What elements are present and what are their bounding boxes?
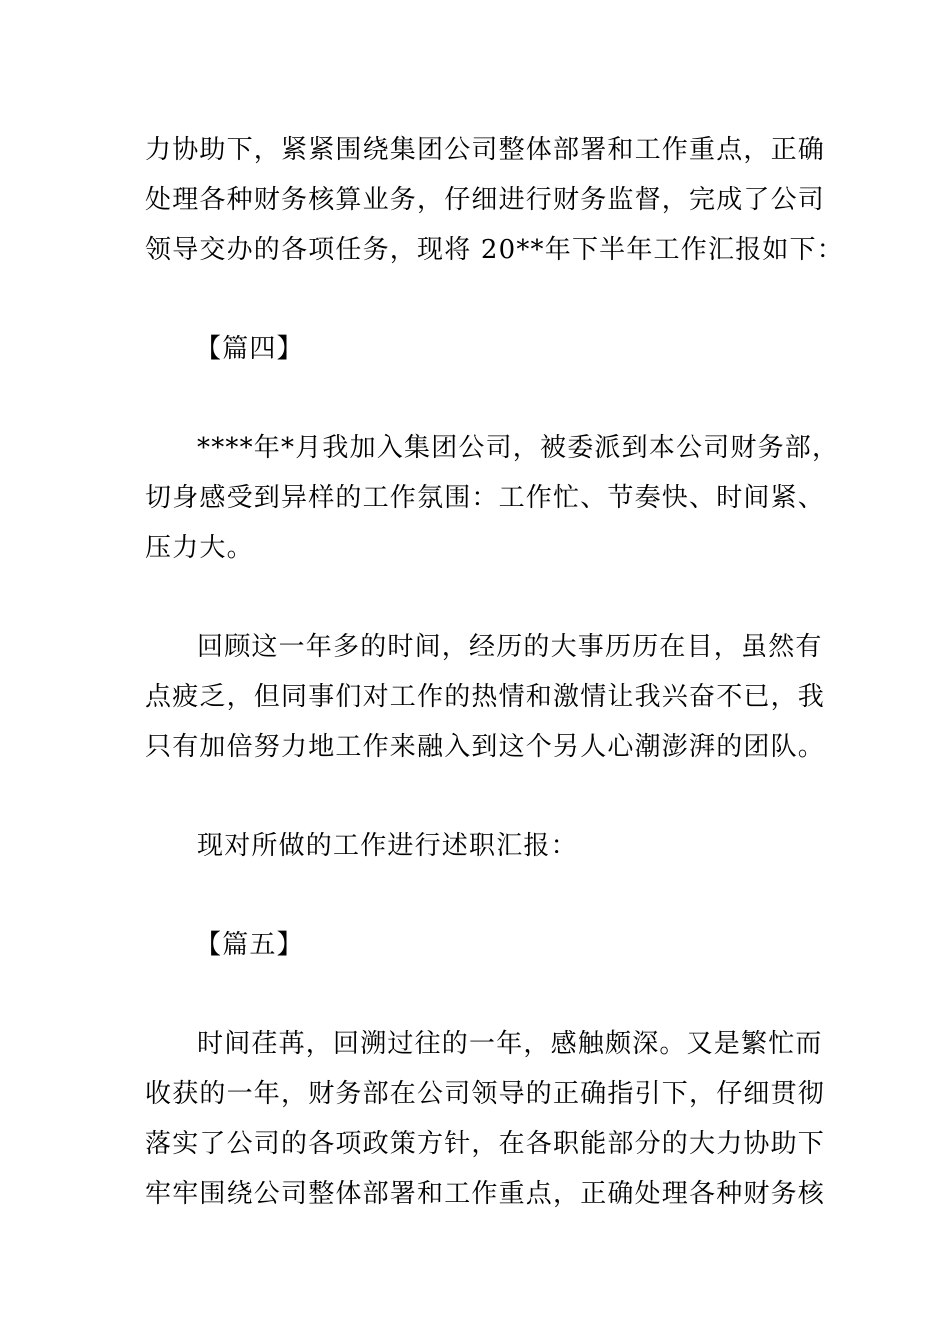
text-line: 处理各种财务核算业务，仔细进行财务监督，完成了公司 [145, 185, 826, 215]
section-four-heading: 【篇四】 [195, 334, 304, 364]
text-line: 力协助下，紧紧围绕集团公司整体部署和工作重点，正确 [145, 135, 826, 165]
text-line: 牢牢围绕公司整体部署和工作重点，正确处理各种财务核 [145, 1179, 826, 1209]
text-line: 落实了公司的各项政策方针，在各职能部分的大力协助下 [145, 1129, 826, 1159]
section-five-heading: 【篇五】 [195, 930, 304, 960]
text-line: 领导交办的各项任务，现将 20**年下半年工作汇报如下： [145, 235, 844, 265]
text-line: 收获的一年，财务部在公司领导的正确指引下，仔细贯彻 [145, 1079, 826, 1109]
text-line: 压力大。 [145, 533, 254, 563]
text-line: 时间荏苒，回溯过往的一年，感触颇深。又是繁忙而 [197, 1029, 823, 1059]
text-line: ****年*月我加入集团公司，被委派到本公司财务部， [197, 433, 840, 463]
text-line: 回顾这一年多的时间，经历的大事历历在目，虽然有 [197, 632, 823, 662]
text-line: 切身感受到异样的工作氛围：工作忙、节奏快、时间紧、 [145, 483, 826, 513]
text-line: 只有加倍努力地工作来融入到这个另人心潮澎湃的团队。 [145, 732, 826, 762]
text-line: 点疲乏，但同事们对工作的热情和激情让我兴奋不已，我 [145, 682, 826, 712]
text-line: 现对所做的工作进行述职汇报： [197, 831, 578, 861]
